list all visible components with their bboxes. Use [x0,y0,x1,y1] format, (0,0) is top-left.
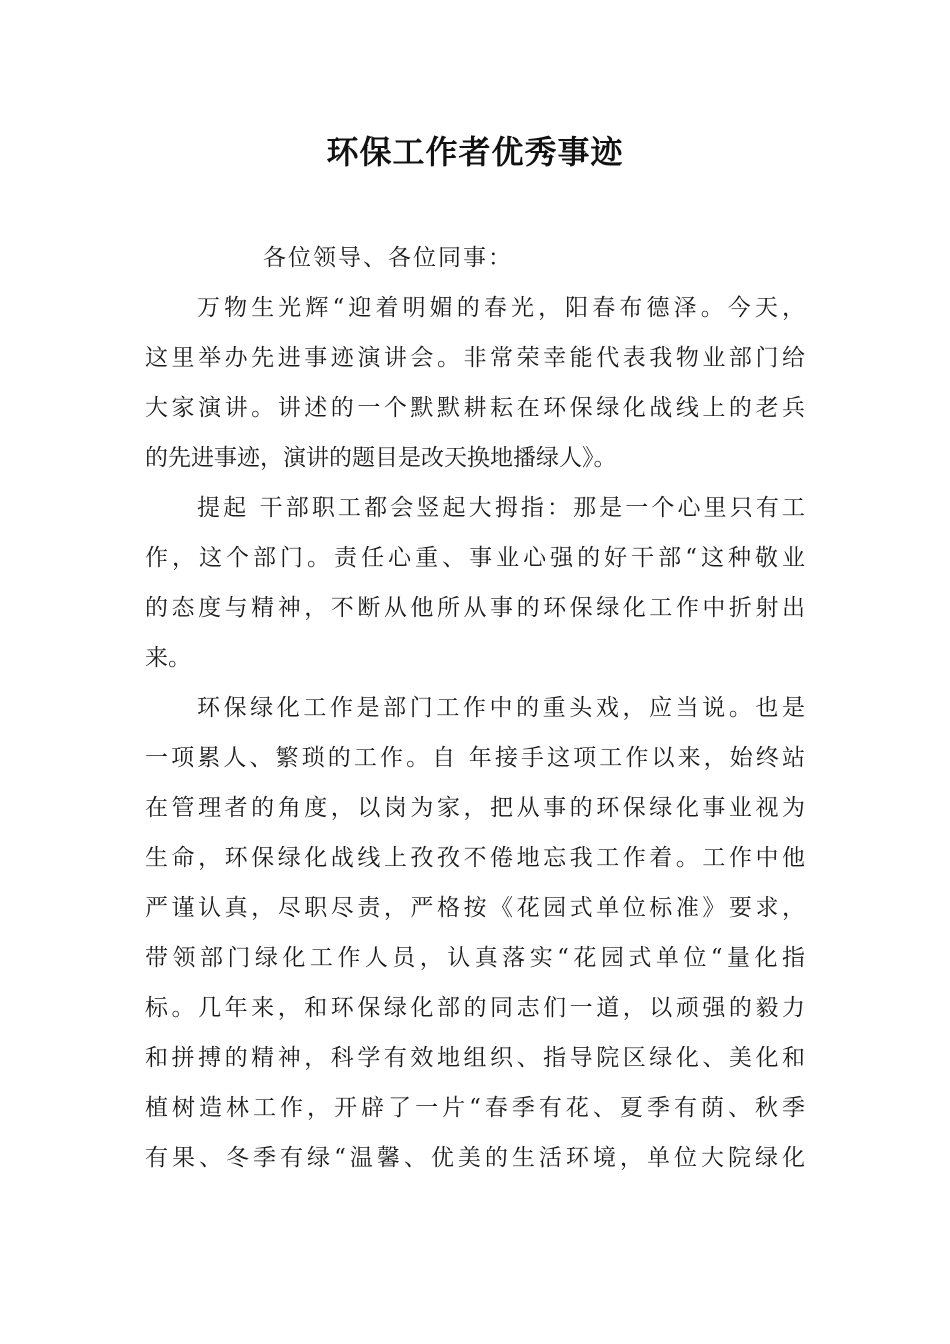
paragraph-line: 的先进事迹，演讲的题目是改天换地播绿人》。 [145,445,617,471]
paragraph-line: 和拼搏的精神，科学有效地组织、指导院区绿化、美化和 [145,1045,805,1071]
paragraph-line: 的态度与精神，不断从他所从事的环保绿化工作中折射出 [145,595,805,621]
paragraph-line: 在管理者的角度，以岗为家，把从事的环保绿化事业视为 [145,795,805,821]
paragraph-line: 来。 [145,645,191,671]
paragraph-line: 植树造林工作，开辟了一片“春季有花、夏季有荫、秋季 [145,1095,805,1121]
paragraph-line: 标。几年来，和环保绿化部的同志们一道，以顽强的毅力 [145,995,805,1021]
document-body [145,233,805,1183]
paragraph-line: 作，这个部门。责任心重、事业心强的好干部“这种敬业 [145,545,805,571]
document-title: 环保工作者优秀事迹 [326,133,624,171]
paragraph-line: 大家演讲。讲述的一个默默耕耘在环保绿化战线上的老兵 [145,395,805,421]
paragraph-line: 提起 干部职工都会竖起大拇指：那是一个心里只有工 [197,495,805,521]
paragraph-line: 严谨认真，尽职尽责，严格按《花园式单位标准》要求， [145,895,805,921]
paragraph-line: 环保绿化工作是部门工作中的重头戏，应当说。也是 [197,695,805,721]
paragraph-line: 带领部门绿化工作人员，认真落实“花园式单位“量化指 [145,945,805,971]
paragraph-line: 万物生光辉“迎着明媚的春光，阳春布德泽。今天， [197,295,805,321]
paragraph-line: 生命，环保绿化战线上孜孜不倦地忘我工作着。工作中他 [145,845,805,871]
paragraph-line: 有果、冬季有绿“温馨、优美的生活环境，单位大院绿化 [145,1145,805,1171]
paragraph-line: 一项累人、繁琐的工作。自 年接手这项工作以来，始终站 [145,745,805,771]
salutation: 各位领导、各位同事： [263,245,513,271]
paragraph-1 [145,283,805,483]
paragraph-line: 这里举办先进事迹演讲会。非常荣幸能代表我物业部门给 [145,345,805,371]
paragraph-3 [145,683,805,1183]
paragraph-2 [145,483,805,683]
